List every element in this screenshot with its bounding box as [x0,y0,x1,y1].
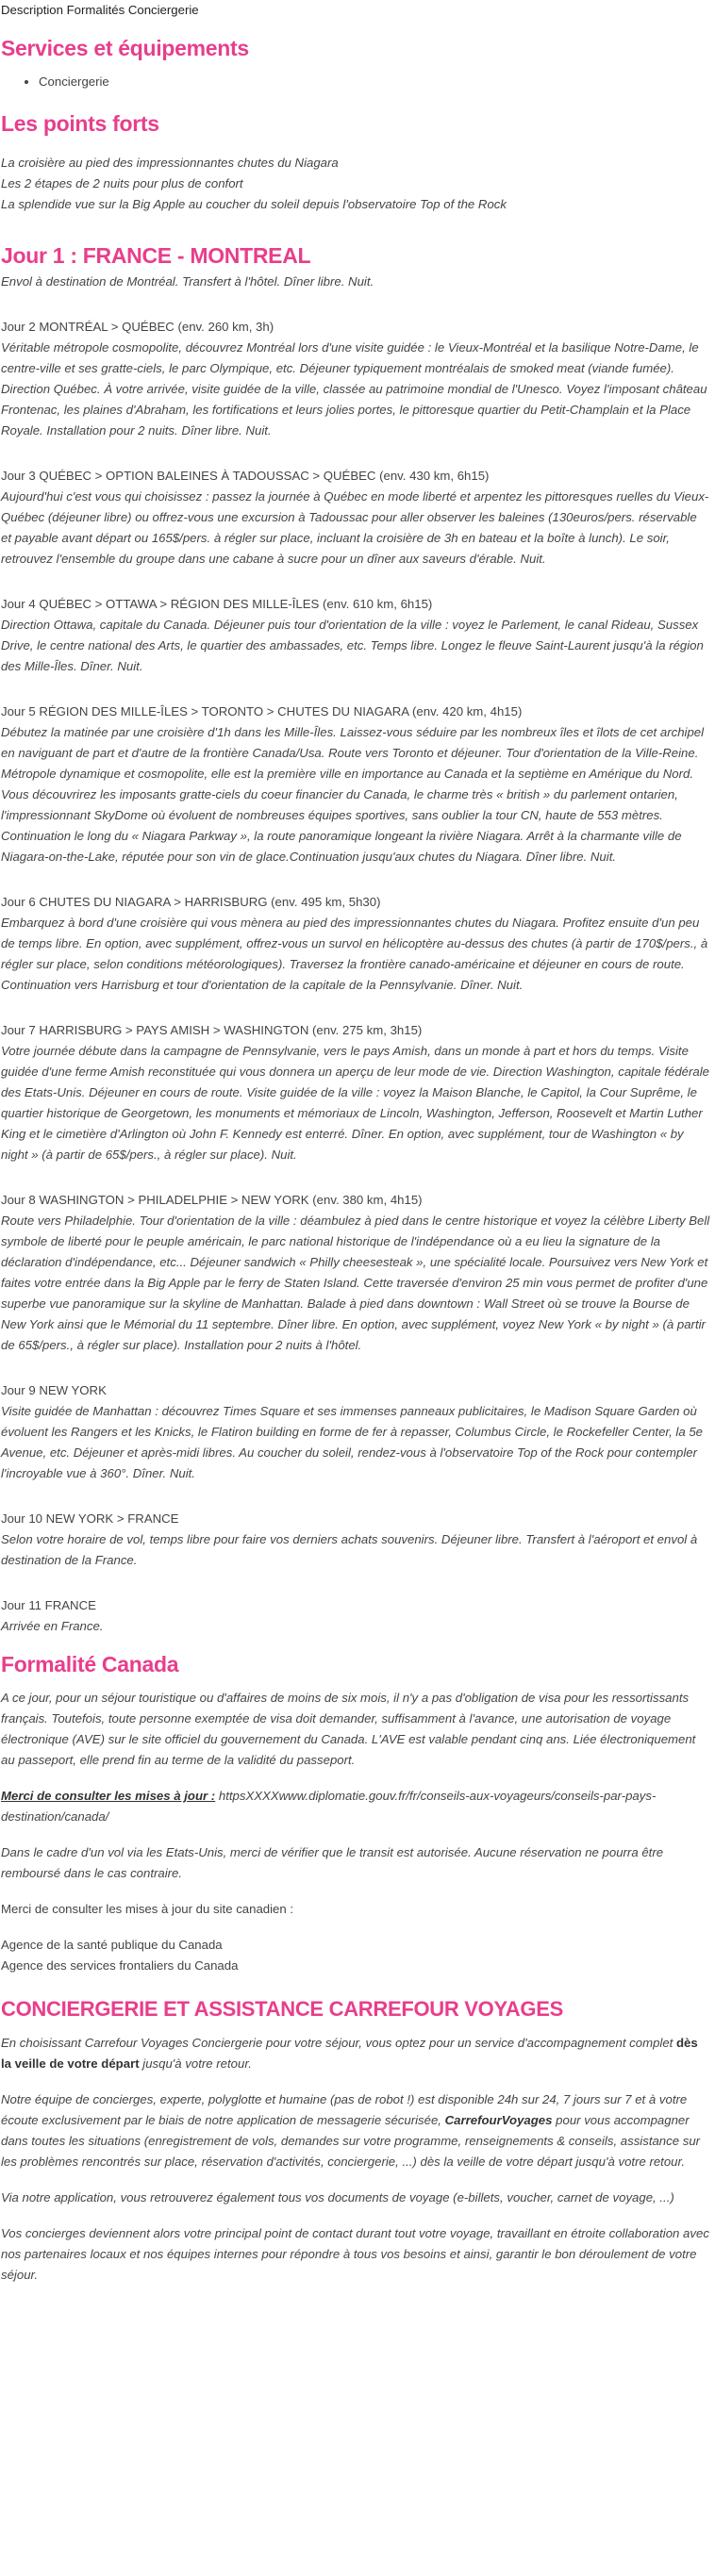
formalites-link-url[interactable]: httpsXXXXwww.diplomatie.gouv.fr/fr/conseils-aux-voyageurs/conseils-par-pays-destination/canada/ [1,1789,657,1824]
conciergerie-p3: Via notre application, vous retrouverez également tous vos documents de voyage (e-billets, voucher, carnet de voyage, ...) [1,2190,674,2204]
day-title: Jour 2 MONTRÉAL > QUÉBEC (env. 260 km, 3h) [1,320,274,334]
conciergerie-p1-bold: dès la veille de votre départ [1,2036,698,2071]
formalites-link-line [1,1786,710,1827]
day-title: Jour 6 CHUTES DU NIAGARA > HARRISBURG (env. 495 km, 5h30) [1,895,381,909]
day-3 [1,466,710,570]
day-text: Votre journée débute dans la campagne de Pennsylvanie, vers le pays Amish, dans un monde à part et hors du temps. Visite guidée d'une ferme Amish reconstituée qui vous donnera un aperçu de leur mode de vie. Direction Washington, capitale fédérale des Etats-Unis. Déjeuner en cours de route. Visite guidée de la ville : voyez la Maison Blanche, le Capitol, la Cour Suprême, le quartier historique de Georgetown, les monuments et mémoriaux de Lincoln, Washington, Jefferson, Roosevelt et Martin Luther King et le cimetière d'Arlington où John F. Kennedy est enterré. Dîner. En option, avec supplément, tour de Washington « by night » (à partir de 65$/pers., à régler sur place). Nuit. [1,1044,709,1162]
day-9 [1,1380,710,1484]
conciergerie-p2-bold: CarrefourVoyages [444,2113,553,2127]
day-2 [1,317,710,441]
conciergerie-p1 [1,2033,710,2074]
day-8 [1,1190,710,1356]
day-4 [1,594,710,677]
conciergerie-p4: Vos concierges deviennent alors votre principal point de contact durant tout votre voyage, travaillant en étroite collaboration avec nos partenaires locaux et nos équipes internes pour répondre à tous vos besoins et ainsi, garantir le bon déroulement de votre séjour. [1,2226,709,2282]
conciergerie-p2-end: pour vous accompagner dans toutes les situations (enregistrement de vols, demandes sur votre programme, renseignements & conseils, assistance sur les problèmes rencontrés sur place, réservation d'activités, conciergerie, ...) dès la veille de votre départ jusqu'à votre retour. [1,2113,701,2169]
day-title: Jour 5 RÉGION DES MILLE-ÎLES > TORONTO > CHUTES DU NIAGARA (env. 420 km, 4h15) [1,704,523,718]
day-5 [1,702,710,867]
day-title: Jour 11 FRANCE [1,1598,96,1612]
highlights-heading: Les points forts [1,111,159,136]
day-title: Jour 4 QUÉBEC > OTTAWA > RÉGION DES MILLE-ÎLES (env. 610 km, 6h15) [1,597,433,611]
page-title: Description Formalités Conciergerie [1,3,199,17]
day-text: Selon votre horaire de vol, temps libre pour faire vos derniers achats souvenirs. Déjeuner libre. Transfert à l'aéroport et envol à destination de la France. [1,1532,698,1567]
day-text: Arrivée en France. [1,1619,104,1633]
conciergerie-heading: CONCIERGERIE ET ASSISTANCE CARREFOUR VOYAGES [1,1997,563,2021]
conciergerie-p1-start: En choisissant Carrefour Voyages Conciergerie pour votre séjour, vous optez pour un service d'accompagnement complet [1,2036,676,2050]
day-text: Route vers Philadelphie. Tour d'orientation de la ville : déambulez à pied dans le centre historique et voyez la célèbre Liberty Bell symbole de liberté pour le peuple américain, le parc national historique de l'indépendance où a eu lieu la signature de la déclaration d'indépendance, etc... Déjeuner sandwich « Philly cheesesteak », une spécialité locale. Poursuivez vers New York et faites votre entrée dans la Big Apple par le ferry de Staten Island. Cette traversée d'environ 25 min vous permet de profiter d'une superbe vue panoramique sur la skyline de Manhattan. Balade à pied dans downtown : Wall Street où se trouve la Bourse de New York ainsi que le Mémorial du 11 septembre. Dîner libre. En option, avec supplément, voyez New York « by night » (à partir de 65$/pers., à régler sur place). Installation pour 2 nuits à l'hôtel. [1,1214,710,1352]
conciergerie-p2 [1,2089,710,2172]
services-item: • Conciergerie [39,72,710,92]
day-text: Visite guidée de Manhattan : découvrez Times Square et ses immenses panneaux publicitaires, le Madison Square Garden où évoluent les Rangers et les Knicks, le Flatiron building en forme de fer à repasser, Columbus Circle, le Rockefeller Center, la 5e Avenue, etc. Déjeuner et après-midi libres. Au coucher du soleil, rendez-vous à l'observatoire Top of the Rock pour contempler l'incroyable vue à 360°. Dîner. Nuit. [1,1404,703,1480]
day-6 [1,892,710,996]
formalites-transit-note: Dans le cadre d'un vol via les Etats-Unis, merci de vérifier que le transit est autorisée. Aucune réservation ne pourra être remboursé dans le cas contraire. [1,1845,664,1880]
day-text: Aujourd'hui c'est vous qui choisissez : passez la journée à Québec en mode liberté et arpentez les pittoresques ruelles du Vieux-Québec (déjeuner libre) ou offrez-vous une excursion à Tadoussac pour aller observer les baleines (130euros/pers. réservable et payable avant départ ou 165$/pers. à régler sur place, incluant la croisière de 3h en bateau et la boîte à lunch). Le soir, retrouvez l'ensemble du groupe dans une cabane à sucre pour un dîner aux saveurs d'érable. Nuit. [1,489,709,566]
services-list [1,72,710,92]
day-title: Jour 3 QUÉBEC > OPTION BALEINES À TADOUSSAC > QUÉBEC (env. 430 km, 6h15) [1,469,490,483]
day-text: Véritable métropole cosmopolite, découvrez Montréal lors d'une visite guidée : le Vieux-Montréal et la basilique Notre-Dame, le centre-ville et ses gratte-ciels, le parc Olympique, etc. Déjeuner typiquement montréalais de smoked meat (viande fumée). Direction Québec. À votre arrivée, visite guidée de la ville, classée au patrimoine mondial de l'Unesco. Voyez l'imposant château Frontenac, les plaines d'Abraham, les fortifications et leurs jolies portes, le pittoresque quartier du Petit-Champlain et la Place Royale. Installation pour 2 nuits. Dîner libre. Nuit. [1,340,707,438]
day-title: Jour 9 NEW YORK [1,1383,107,1397]
agency-link-sante[interactable]: Agence de la santé publique du Canada [1,1938,223,1952]
day-text: Direction Ottawa, capitale du Canada. Déjeuner puis tour d'orientation de la ville : voyez le Parlement, le canal Rideau, Sussex Drive, le centre national des Arts, le quartier des ambassades, etc. Temps libre. Longez le fleuve Saint-Laurent jusqu'à la région des Mille-Îles. Dîner. Nuit. [1,618,704,673]
day-title: Jour 8 WASHINGTON > PHILADELPHIE > NEW YORK (env. 380 km, 4h15) [1,1193,423,1207]
day1-text: Envol à destination de Montréal. Transfert à l'hôtel. Dîner libre. Nuit. [1,274,374,289]
day-text: Embarquez à bord d'une croisière qui vous mènera au pied des impressionnantes chutes du Niagara. Profitez ensuite d'un peu de temps libre. En option, avec supplément, offrez-vous un survol en hélicoptère au-dessus des chutes (à partir de 170$/pers., à régler sur place, selon conditions météorologiques). Traversez la frontière canado-américaine et déjeuner en cours de route. Continuation vers Harrisburg et tour d'orientation de la capitale de la Pennsylvanie. Dîner. Nuit. [1,916,708,992]
services-heading: Services et équipements [1,36,249,60]
formalites-intro: A ce jour, pour un séjour touristique ou d'affaires de moins de six mois, il n'y a pas d'obligation de visa pour les ressortissants français. Toutefois, toute personne exemptée de visa doit demander, suffisamment à l'avance, une autorisation de voyage électronique (AVE) sur le site officiel du gouvernement du Canada. L'AVE est valable pendant cinq ans. Liée électroniquement au passeport, elle prend fin au terme de la validité du passeport. [1,1691,696,1767]
agency-link-frontaliers[interactable]: Agence des services frontaliers du Canada [1,1958,239,1973]
conciergerie-p2-start: Notre équipe de concierges, experte, polyglotte et humaine (pas de robot !) est disponible 24h sur 24, 7 jours sur 7 et à votre écoute exclusivement par le biais de notre application de messagerie sécurisée, [1,2092,688,2127]
conciergerie-p1-end: jusqu'à votre retour. [139,2056,252,2071]
day-10 [1,1509,710,1571]
day1-heading: Jour 1 : FRANCE - MONTREAL [1,243,311,268]
agencies-list [1,1935,710,1976]
highlight-item: La croisière au pied des impressionnantes chutes du Niagara [1,156,339,170]
day-text: Débutez la matinée par une croisière d'1h dans les Mille-Îles. Laissez-vous séduire par les nombreux îles et îlots de cet archipel en naviguant de part et d'autre de la frontière Canada/Usa. Route vers Toronto et déjeuner. Tour d'orientation de la Ville-Reine. Métropole dynamique et cosmopolite, elle est la première ville en importance au Canada et la septième en Amérique du Nord. Vous découvrirez les imposants gratte-ciels du coeur financier du Canada, le charme très « british » du parlement ontarien, l'impressionnant SkyDome où évoluent de nombreuses équipes sportives, sans oublier la tour CN, haute de 553 mètres. Continuation le long du « Niagara Parkway », la route panoramique longeant la rivière Niagara. Arrêt à la charmante ville de Niagara-on-the-Lake, réputée pour son vin de glace.Continuation jusqu'aux chutes du Niagara. Dîner libre. Nuit. [1,725,705,864]
highlight-item: Les 2 étapes de 2 nuits pour plus de confort [1,176,243,190]
day-title: Jour 7 HARRISBURG > PAYS AMISH > WASHINGTON (env. 275 km, 3h15) [1,1023,423,1037]
highlight-item: La splendide vue sur la Big Apple au coucher du soleil depuis l'observatoire Top of the Rock [1,197,507,211]
formalites-canadian-site: Merci de consulter les mises à jour du site canadien : [1,1902,294,1916]
day-7 [1,1020,710,1165]
formalites-link-label: Merci de consulter les mises à jour : [1,1789,216,1803]
formalites-heading: Formalité Canada [1,1652,179,1676]
highlights-list [1,153,710,215]
day-title: Jour 10 NEW YORK > FRANCE [1,1511,179,1526]
day-11 [1,1595,710,1637]
